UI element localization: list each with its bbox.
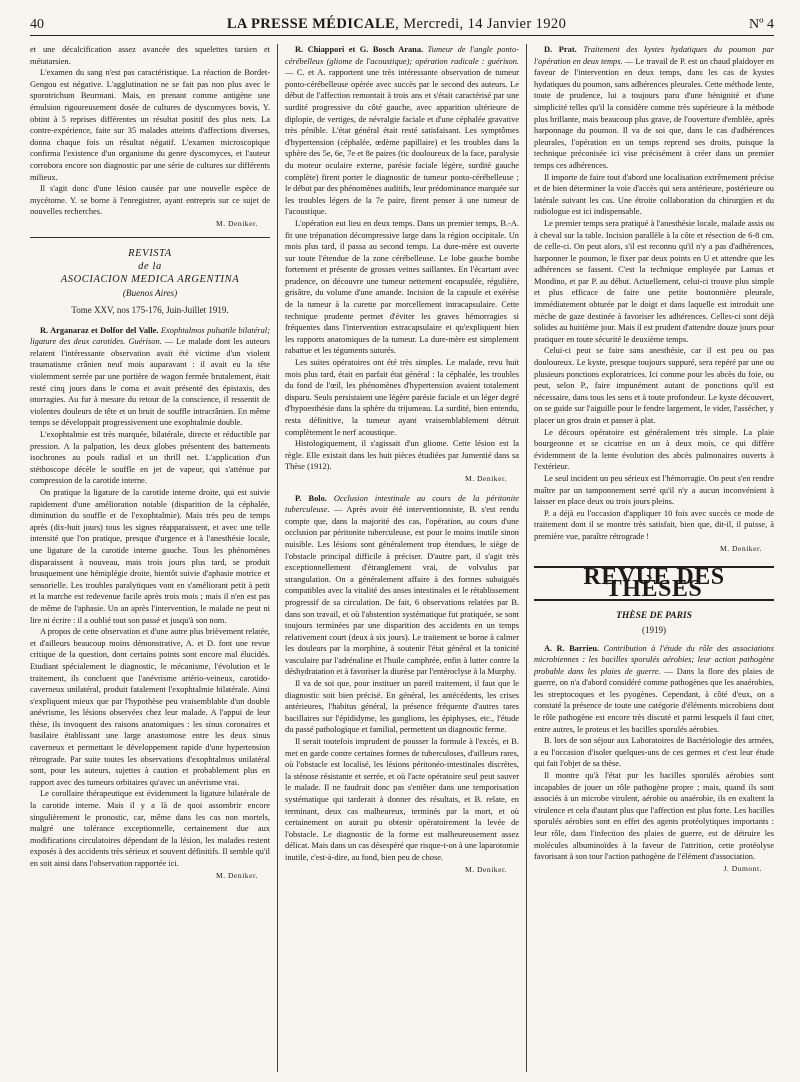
paragraph: B. lors de son séjour aux Laboratoires de Bactériologie des armées, a eu l'occasion d'isoler quelques-uns de ces germes et c'est leur étude qui fait l'objet de sa thèse.: [534, 736, 774, 769]
article-author: R. Chiappori et G. Bosch Arana.: [295, 45, 424, 54]
divider: [30, 237, 270, 238]
paragraph: Il importe de faire tout d'abord une localisation extrêmement précise et de bien déterminer la voie d'accès qui sera antérieure, postérieure ou latérale suivant les cas. Une étroite collaboration du chirurgien et du radiologue est ici indispensable.: [534, 172, 774, 217]
paragraph: L'examen du sang n'est pas caractéristique. La réaction de Bordet-Gengou est négative. L'agglutination ne se fait pas non plus avec le sporotrichum Beurmani. Mais, en prenant comme antigène une émulsion rigoureusement dosée de cultures de dyscomyces bovis, Y. obtint à 5 reprises différentes un résultat positif des plus nets. La contre-expérience, faite sur 35 malades atteints d'affections diverses, donna chaque fois un résultat négatif. L'examen microscopique confirma l'existence d'un organisme du genre dyscomyces, et l'auteur corrobora encore son diagnostic par une série de cultures sur différents milieux.: [30, 68, 270, 182]
page-header: [30, 16, 774, 36]
review-title-line: ASOCIACION MEDICA ARGENTINA: [60, 273, 240, 285]
paragraph: Le premier temps sera pratiqué à l'anesthésie locale, malade assis ou à cheval sur la table. Incision parallèle à la côte et résection de 6-8 cm. de celle-ci. On peut alors, s'il est reconnu qu'il n'y a pas d'adhérences, harponner le poumon, le fixer par deux points en U et attendre que les adhérences se fassent. C'est la technique employée par Lamas et Mondino, et par P. au début. Actuellement, celui-ci trouve plus simple et plus efficace de faire une petite boutonnière pleurale, immédiatement obturée par le doigt et dans laquelle est introduit une mèche de gaze destinée à favoriser les adhérences. Celles-ci sont déjà solides au huitième jour. Mais il est prudent d'attendre douze jours pour pratiquer en toute sécurité le deuxième temps.: [534, 218, 774, 344]
paragraph: Histologiquement, il s'agissait d'un gliome. Cette lésion est la règle. Elle existait dans les huit pièces étudiées par Jumentié dans sa Thèse (1912).: [285, 439, 519, 472]
paragraph: et une décalcification assez avancée des squelettes tarsien et métatarsien.: [30, 45, 270, 66]
paragraph: On pratique la ligature de la carotide interne droite, qui est suivie rapidement d'une amélioration notable (disparition de la céphalée, diminution du souffle et de l'exophtalmie). Mais très peu de temps après (dix-huit jours) tous les signes réapparaissent, et avec une telle intensité que l'on pratique, presque d'urgence et à l'anesthésie locale, une ligature de la carotide interne gauche. Tous les phénomènes disparaissent à nouveau, mais trois jours plus tard, se produit brusquement une hémiplégie droite, bientôt suivie d'aphasie motrice et sensorielle. Les troubles paralytiques vont en s'améliorant petit à petit et la marche est redevenue facile après trois mois ; mais il n'en est pas de même de l'aphasie. Un an après l'intervention, le malade ne peut ni lire ni écrire : il a oublié tout son passé et jusqu'à son nom.: [30, 488, 270, 625]
article-title: Occlusion intestinale au cours de la péritonite tuberculeuse.: [285, 493, 519, 515]
signature: J. Dumont.: [723, 863, 762, 873]
subsection-year: (1919): [642, 624, 666, 635]
signature: M. Deniker.: [216, 218, 258, 228]
paragraph: Le corollaire thérapeutique est évidemment la ligature bilatérale de la carotide interne. Mais il y a là de quoi assombrir encore singulièrement le pronostic, car, même dans les cas non mortels, malgré une tolérance exceptionnelle, certainement due aux modifications circulatoires dépendant de la lésion, les malades restent exposés à des accidents très sérieux et souvent définitifs. Il semble qu'il en soit ainsi dans l'observation rapportée ici.: [30, 789, 270, 868]
review-title: [30, 247, 270, 286]
paragraph: L'exophtalmie est très marquée, bilatérale, directe et réductible par pression. A la palpation, les deux globes présentent des battements isochrones au pouls radial et un thrill net. L'application d'un stéthoscope décèle le souffle en jet de vapeur, qui s'atténue par compression de la carotide interne.: [30, 430, 270, 486]
article-title: Traitement des kystes hydatiques du poumon par l'opération en deux temps.: [534, 45, 774, 66]
subsection-heading: THÈSE DE PARIS: [616, 611, 692, 622]
article-columns: [30, 44, 774, 1072]
article-title: Exophtalmos pulsatile bilatéral; ligature des deux carotides. Guérison.: [30, 325, 270, 347]
journal-name: LA PRESSE MÉDICALE: [226, 16, 396, 32]
article-text: — Le travail de P. est un chaud plaidoyer en faveur de l'intervention en deux temps, dans les cas de kystes hydatiques du poumon, sans adhérences pleurales. Cette méthode lente, toute de prudence, lui a toujours paru d'une bénignité et d'une simplicité telles qu'il la considère comme très supérieure à la méthode plus brillante, mais beaucoup plus grave, de l'ouverture d'emblée, après harponnage du poumon. Il va de soi que, dans le cas d'adhérences pleurales, l'opération en un temps reprend ses droits, puisque la technique préconisée ici vise précisément à créer dans un premier temps ces adhérences.: [534, 56, 774, 170]
column-left: [30, 44, 277, 1072]
issue-date: , Mercredi, 14 Janvier 1920: [395, 16, 567, 32]
article-title: Contribution à l'étude du rôle des associations microbiennes : les bacilles sporulés aérobies; leur action pathogène probable dans les plaies de guerre.: [534, 643, 774, 676]
paragraph: A propos de cette observation et d'une autre plus brièvement relatée, et d'ailleurs beaucoup moins démonstrative, A. et D. font une revue critique de la question, dont certains points sont encore mal élucidés. Etudiant spécialement le diagnostic, le mécanisme, l'évolution et le traitement, ils concluent que l'anévrisme artério-veineux, carotido-caverneux unilatéral, produit fatalement l'exophtalmie bilatérale. Ainsi s'expliquent mieux que par l'hypothèse peu vraisemblable d'un double anévrisme, les lésions observées chez leur malade. A l'appui de leur thèse, ils invoquent des raisons anatomiques : les sinus coronaires et basilaire établissant une large anastomose entre les deux sinus caverneux et permettant le développement rapide d'une hypertension rétrograde. Par suite toutes les observations d'exophtalmos unilatéral sont, pour les auteurs, sujettes à caution et probablement plus en rapport avec des tumeurs orbitaires qu'avec un anévrisme vrai.: [30, 627, 270, 787]
paragraph: Il va de soi que, pour instituer un pareil traitement, il faut que le diagnostic soit bien précisé. En général, les antécédents, les crises antérieures, l'habitus général, la présence fréquente d'autres tares bacillaires sur l'épididyme, les ganglions, les épiphyses, etc., l'étude du passé pathologique et familial, permettent un diagnostic ferme.: [285, 679, 519, 735]
article-entry: [30, 325, 270, 429]
paragraph: P. a déjà eu l'occasion d'appliquer 10 fois avec succès ce mode de traitement dont il se montre très satisfait, bien que, dit-il, il puisse, à première vue, paraître rétrograde !: [534, 508, 774, 541]
article-text: — Dans la flore des plaies de guerre, on n'a d'abord considéré comme pathogènes que les anaérobies, les streptocoques et les pyogènes. Cependant, à côté d'eux, on a constaté la présence de toute une catégorie d'éléments microbiens dont le rôle pathogène est encore très discuté et parmi lesquels il faut citer, entre autres, le proteus et les bacilles sporulés aérobies.: [534, 666, 774, 734]
section-heading: REVUE DES THÈSES: [534, 566, 774, 601]
issue-number: Nº 4: [749, 17, 774, 32]
signature: M. Deniker.: [720, 543, 762, 553]
paragraph: Le seul incident un peu sérieux est l'hémorragie. On peut s'en rendre maître par un tamponnement serré qu'il n'y a aucun inconvénient à laisser en place deux ou trois jours pleins.: [534, 473, 774, 507]
page-number: 40: [30, 17, 44, 32]
review-tome: Tome XXV, nos 175-176, Juin-Juillet 1919.: [71, 305, 229, 316]
column-middle: [277, 44, 526, 1072]
column-right: [526, 44, 774, 1072]
paragraph: L'opération eut lieu en deux temps. Dans un premier temps, B.-A. fit une trépanation décompressive large dans la région occipitale. Un mois plus tard, il passa au second temps. La dure-mère est ouverte sur toute l'étendue de la zone cérébelleuse. Le lobe gauche bombe fortement et présente de grosses veines saillantes. En l'écartant avec prudence, on découvre une tumeur nettement encapsulée, régulière, grisâtre, du volume d'une amande. Incision de la capsule et exérèse de la tumeur à la curette par morcellement intracapsulaire. Cette technique prudente permet d'éviter les graves hémorragies si fréquentes dans l'intervention extracapsulaire et qu'expliquent bien les rapports anatomiques de la tumeur. La dure-mère est simplement rabattue et les téguments suturés.: [285, 218, 519, 356]
article-entry: [534, 643, 774, 736]
article-author: D. Prat.: [544, 45, 577, 54]
article-author: P. Bolo.: [295, 493, 327, 503]
article-text: — Le malade dont les auteurs relatent l'intéressante observation avait été victime d'un violent traumatisme crânien neuf mois auparavant : il avait eu la tête violemment serrée par une portière de wagon fermée brutalement, était resté cinq jours dans le coma et avait présenté des épistaxis, des otorragies. Au fur à mesure du retour de la conscience, il ressentit de violentes douleurs de tête et un bruit de souffle intracrânien. En même temps se développait progressivement une exophtalmie double.: [30, 337, 270, 428]
article-entry: [534, 44, 774, 172]
paragraph: Le décours opératoire est généralement très simple. La plaie bourgeonne et se cicatrise en un à deux mois, ce qui diffère évidemment de la lente évolution des abcès pulmonaires ouverts à l'extérieur.: [534, 427, 774, 472]
article-author: R. Arganaraz et Dolfor del Valle.: [40, 325, 159, 335]
review-city: (Buenos Aires): [122, 287, 178, 298]
paragraph: Celui-ci peut se faire sans anesthésie, car il est peu ou pas douloureux. Le kyste, presque toujours suppuré, sera repéré par une ou plusieurs ponctions exploratrices. Ici comme pour les abcès du foie, ou peut, selon P., faire impunément autant de ponctions qu'il est nécessaire, dans tous les sens et à toute profondeur. Le kyste découvert, on se guide sur l'aiguille pour le fendre largement, le vider, l'assécher, y placer un gros drain et panser à plat.: [534, 346, 774, 425]
paragraph: Il s'agit donc d'une lésion causée par une nouvelle espèce de mycétome. Y. se borne à l'enregistrer, ayant entrepris sur ce sujet de nouvelles recherches.: [30, 184, 270, 217]
article-author: A. R. Barrieu.: [544, 643, 600, 653]
article-title: Tumeur de l'angle ponto-cérébelleux (gliome de l'acoustique); opération radicale : guérison.: [285, 45, 519, 66]
paragraph: Il montre qu'à l'état pur les bacilles sporulés aérobies sont incapables de jouer un rôle pathogène propre ; mais, quand ils sont associés à un microbe virulent, aérobie ou anaérobie, ils en exaltent la virulence et cela d'autant plus que l'affection est plus forte. Les bacilles sporulés aérobies sont en effet des agents protéolytiques importants : leur rôle, dans l'infection des plaies de guerre, est de détruire les molécules albuminoïdes à la faveur de l'attrition, cette protéolyse favorisant à son tour l'action pathogène de l'élément d'association.: [534, 771, 774, 862]
review-title-line: REVISTA: [128, 247, 172, 259]
signature: M. Deniker.: [465, 864, 507, 874]
article-entry: [285, 493, 519, 679]
article-entry: [285, 44, 519, 218]
article-text: — Après avoir été interventionniste, B. s'est rendu compte que, dans la majorité des cas, l'opération, au cours d'une occlusion par péritonite tuberculeuse, est pour le moins inutile sinon nuisible. Les lésions sont généralement trop étendues, le siège de l'obstacle principal difficile à préciser. D'autre part, il s'agit très exceptionnellement d'étranglement vrai, de volvulus par strangulation. On a généralement affaire à des formes subaiguës compatibles avec la vitalité des anses intestinales et le rétablissement progressif de sa circulation. De fait, 6 observations relatées par B. dans son travail, et où l'abstention systématique fut pratiquée, se sont toujours terminées par une disparition des accidents en un temps relativement court (deux à six jours). Le traitement se borne à calmer les douleurs par la morphine, à soutenir l'état général et la tonicité vasculaire par l'adrénaline et l'huile camphrée, enfin à lutter contre la déshydratation et à favoriser la diurèse par l'entéroclyse à la Murphy.: [285, 505, 519, 677]
paragraph: Les suites opératoires ont été très simples. Le malade, revu huit mois plus tard, était en parfait état général : la céphalée, les troubles du fond de l'œil, les phénomènes d'hypertension avaient totalement disparu. Seuls persistaient une légère parésie faciale et un léger degré d'hypoesthésie dans la sphère du trijumeau. La surdité, bien entendu, resta définitive, la tumeur ayant vraisemblablement détruit complètement le nerf acoustique.: [285, 358, 519, 437]
journal-title: [227, 16, 566, 33]
review-title-line: de la: [138, 260, 162, 272]
signature: M. Deniker.: [216, 870, 258, 880]
signature: M. Deniker.: [465, 473, 507, 483]
paragraph: Il serait toutefois imprudent de pousser la formule à l'excès, et B. met en garde contre certaines formes de tuberculoses, d'ailleurs rares, où l'obstacle est localisé, les lésions péritonéo-intestinales discrètes, la sténose résistante et serrée, et où l'acte opératoire seul peut sauver le malade. Il ne faudrait donc pas s'entêter dans une temporisation systématique qui tarderait à donner des résultats, et B. relate, en terminant, deux cas malheureux, terminés par la mort, et où certainement on aurait pu obtenir opératoirement la levée de l'obstacle. Le diagnostic de la forme est malheureusement assez délicat. Mais dans un cas désespéré que risque-t-on à une laparotomie inutile, c'est-à-dire, au fond, bien peu de chose.: [285, 737, 519, 862]
article-text: — C. et A. rapportent une très intéressante observation de tumeur ponto-cérébelleuse opérée avec succès par le second des auteurs. Le début de l'affection remontait à trois ans et s'était caractérisé par une surdité progressive du côté gauche, avec apparition ultérieure de diplopie, de vertiges, de névralgie faciale et d'une céphalée gravative très pénible. L'état général était resté satisfaisant. Les symptômes d'hypertension (céphalée, œdème papillaire) et les troubles dans la sphère des 5e, 6e, 7e et 8e paires (tic douloureux de la face, paralysie du moteur oculaire externe, parésie faciale légère, surdité gauche complète) firent porter le diagnostic de tumeur ponto-cérébelleuse ; le début par des phénomènes auditifs, leur prédominance marquée sur les troubles légers de la 7e paire, firent penser à une tumeur de l'acoustique.: [285, 68, 519, 217]
